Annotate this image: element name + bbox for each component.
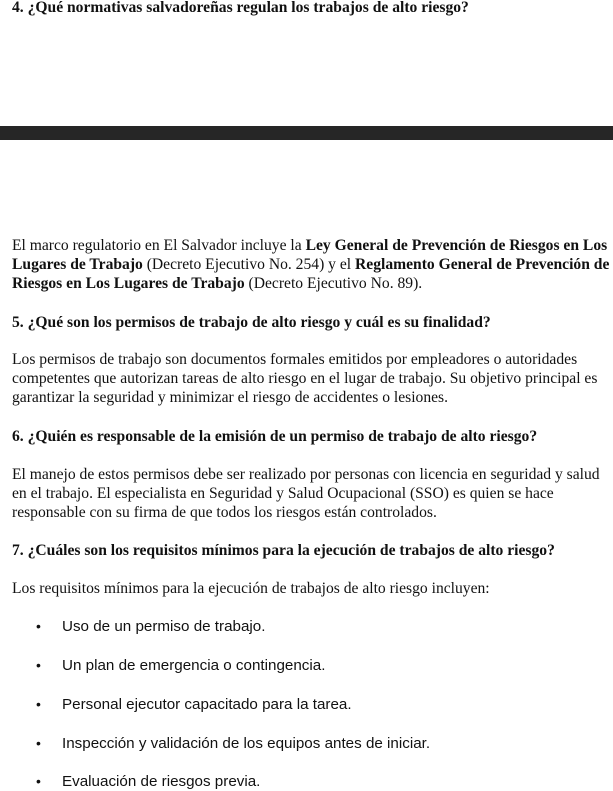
question-4-heading: 4. ¿Qué normativas salvadoreñas regulan los trabajos de alto riesgo?: [12, 0, 469, 16]
answer-6-paragraph: El manejo de estos permisos debe ser realizado por personas con licencia en seguridad y salud en el trabajo. El especialista en Seguridad y Salud Ocupacional (SSO) es quien se hace responsable con su firma de que todos los riesgos están controlados.: [12, 466, 600, 521]
answer-4-text-3: (Decreto Ejecutivo No. 89).: [244, 275, 423, 292]
bullet-icon: •: [36, 696, 41, 712]
answer-7-intro: Los requisitos mínimos para la ejecución de trabajos de alto riesgo incluyen:: [12, 580, 490, 597]
question-7-heading: 7. ¿Cuáles son los requisitos mínimos para la ejecución de trabajos de alto riesgo?: [12, 542, 555, 559]
list-item: [36, 734, 430, 753]
list-item-text: Un plan de emergencia o contingencia.: [62, 657, 326, 674]
answer-4-paragraph: [12, 236, 612, 293]
page-bottom: [0, 140, 613, 788]
answer-5-paragraph: Los permisos de trabajo son documentos formales emitidos por empleadores o autoridades competentes que autorizan tareas de alto riesgo en el lugar de trabajo. Su objetivo principal es garantizar la seguridad y minimizar el riesgo de accidentes o lesiones.: [12, 351, 598, 406]
list-item: [36, 695, 352, 714]
list-item-text: Evaluación de riesgos previa.: [62, 773, 261, 790]
list-item-text: Inspección y validación de los equipos antes de iniciar.: [62, 735, 431, 752]
list-item: [36, 656, 325, 675]
bullet-icon: •: [36, 735, 41, 751]
list-item-text: Personal ejecutor capacitado para la tarea.: [62, 696, 352, 713]
question-5-heading: 5. ¿Qué son los permisos de trabajo de alto riesgo y cuál es su finalidad?: [12, 314, 491, 331]
list-item: [36, 617, 265, 636]
answer-4-text-1: El marco regulatorio en El Salvador incluye la: [12, 237, 306, 254]
answer-4-text-2: (Decreto Ejecutivo No. 254) y el: [142, 256, 356, 273]
bullet-icon: •: [36, 657, 41, 673]
page-top: [0, 0, 613, 126]
question-6-heading: 6. ¿Quién es responsable de la emisión de un permiso de trabajo de alto riesgo?: [12, 428, 538, 445]
bullet-icon: •: [36, 773, 41, 789]
page-break-bar: [0, 126, 613, 140]
bullet-icon: •: [36, 618, 41, 634]
list-item-text: Uso de un permiso de trabajo.: [62, 618, 266, 635]
answer-4-law-name: Ley General de Prevención de Riesgos en Los Lugares de Trabajo: [12, 237, 608, 273]
list-item: [36, 772, 260, 791]
answer-4-regulation-name: Reglamento General de Prevención de Riesgos en Los Lugares de Trabajo: [12, 256, 610, 292]
